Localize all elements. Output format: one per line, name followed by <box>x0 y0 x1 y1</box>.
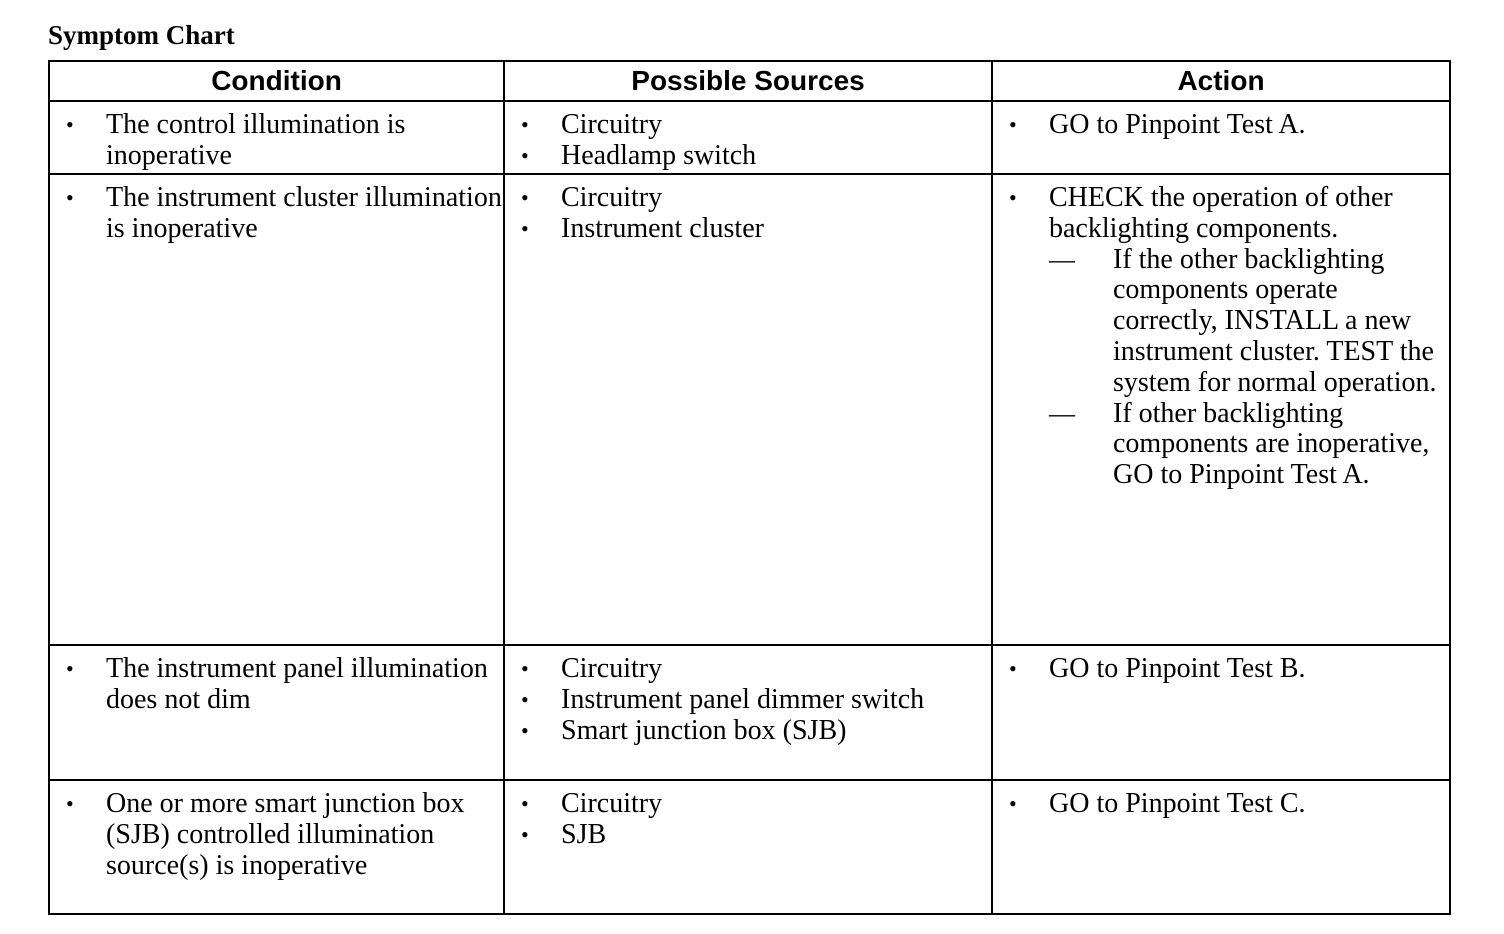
action-item <box>993 789 1449 820</box>
source-text: Circuitry <box>561 653 663 684</box>
bullet-icon: • <box>1009 656 1017 681</box>
bullet-icon: • <box>66 185 74 210</box>
action-text: CHECK the operation of other backlighting components. <box>1049 182 1393 244</box>
bullet-icon: • <box>66 791 74 816</box>
source-item <box>505 141 991 172</box>
table-row <box>49 780 1450 914</box>
condition-cell <box>49 101 504 174</box>
bullet-icon: • <box>521 717 529 743</box>
table-row <box>49 645 1450 780</box>
sources-cell <box>504 645 992 780</box>
action-text: GO to Pinpoint Test C. <box>1049 788 1306 819</box>
bullet-icon: • <box>521 686 529 712</box>
bullet-icon: • <box>521 142 529 168</box>
source-text: SJB <box>561 818 607 850</box>
dash-icon: — <box>1049 398 1075 428</box>
action-cell <box>992 780 1450 914</box>
source-item <box>505 716 991 747</box>
source-item <box>505 654 991 685</box>
source-text: Circuitry <box>561 182 663 213</box>
bullet-icon: • <box>66 656 74 681</box>
sources-cell <box>504 174 992 645</box>
table-row <box>49 174 1450 645</box>
action-item <box>993 654 1449 685</box>
condition-text: The instrument cluster illumination is inoperative <box>106 182 502 244</box>
bullet-icon: • <box>1009 185 1017 210</box>
source-item <box>505 183 991 214</box>
bullet-icon: • <box>1009 791 1017 816</box>
condition-item <box>50 654 503 716</box>
symptom-chart-table <box>48 60 1451 915</box>
source-item <box>505 685 991 716</box>
sub-action-item <box>1049 245 1449 399</box>
header-possible-sources: Possible Sources <box>504 61 992 101</box>
sources-cell <box>504 780 992 914</box>
header-action: Action <box>992 61 1450 101</box>
condition-cell <box>49 780 504 914</box>
source-text: Circuitry <box>561 788 663 819</box>
bullet-icon: • <box>521 791 529 816</box>
table-header-row <box>49 61 1450 101</box>
action-item <box>993 110 1449 141</box>
condition-cell <box>49 645 504 780</box>
source-item <box>505 820 991 851</box>
header-condition: Condition <box>49 61 504 101</box>
action-item <box>993 183 1449 491</box>
condition-item <box>50 183 503 245</box>
condition-text: The instrument panel illumination does not dim <box>106 653 488 715</box>
sub-action-text: If other backlighting components are inoperative, GO to Pinpoint Test A. <box>1113 397 1430 491</box>
bullet-icon: • <box>521 185 529 210</box>
bullet-icon: • <box>1009 112 1017 137</box>
source-item <box>505 110 991 141</box>
dash-icon: — <box>1049 244 1075 274</box>
condition-item <box>50 110 503 172</box>
condition-text: One or more smart junction box (SJB) controlled illumination source(s) is inoperative <box>106 788 465 881</box>
source-text: Circuitry <box>561 109 663 140</box>
page-title: Symptom Chart <box>48 20 235 50</box>
table-row <box>49 101 1450 174</box>
source-text: Smart junction box (SJB) <box>561 714 847 746</box>
sub-action-text: If the other backlighting components operate correctly, INSTALL a new instrument cluster. TEST the system for normal operation. <box>1113 243 1437 398</box>
condition-cell <box>49 174 504 645</box>
condition-item <box>50 789 503 881</box>
source-text: Headlamp switch <box>561 139 757 171</box>
action-cell <box>992 101 1450 174</box>
sub-action-list <box>1049 245 1449 491</box>
source-text: Instrument cluster <box>561 212 764 244</box>
bullet-icon: • <box>521 656 529 681</box>
action-cell <box>992 174 1450 645</box>
source-item <box>505 789 991 820</box>
condition-text: The control illumination is inoperative <box>106 109 406 171</box>
bullet-icon: • <box>66 112 74 137</box>
sub-action-item <box>1049 399 1449 491</box>
action-text: GO to Pinpoint Test A. <box>1049 109 1306 140</box>
source-item <box>505 214 991 245</box>
source-text: Instrument panel dimmer switch <box>561 683 925 715</box>
action-cell <box>992 645 1450 780</box>
sources-cell <box>504 101 992 174</box>
bullet-icon: • <box>521 821 529 847</box>
bullet-icon: • <box>521 112 529 137</box>
bullet-icon: • <box>521 215 529 241</box>
action-text: GO to Pinpoint Test B. <box>1049 653 1306 684</box>
